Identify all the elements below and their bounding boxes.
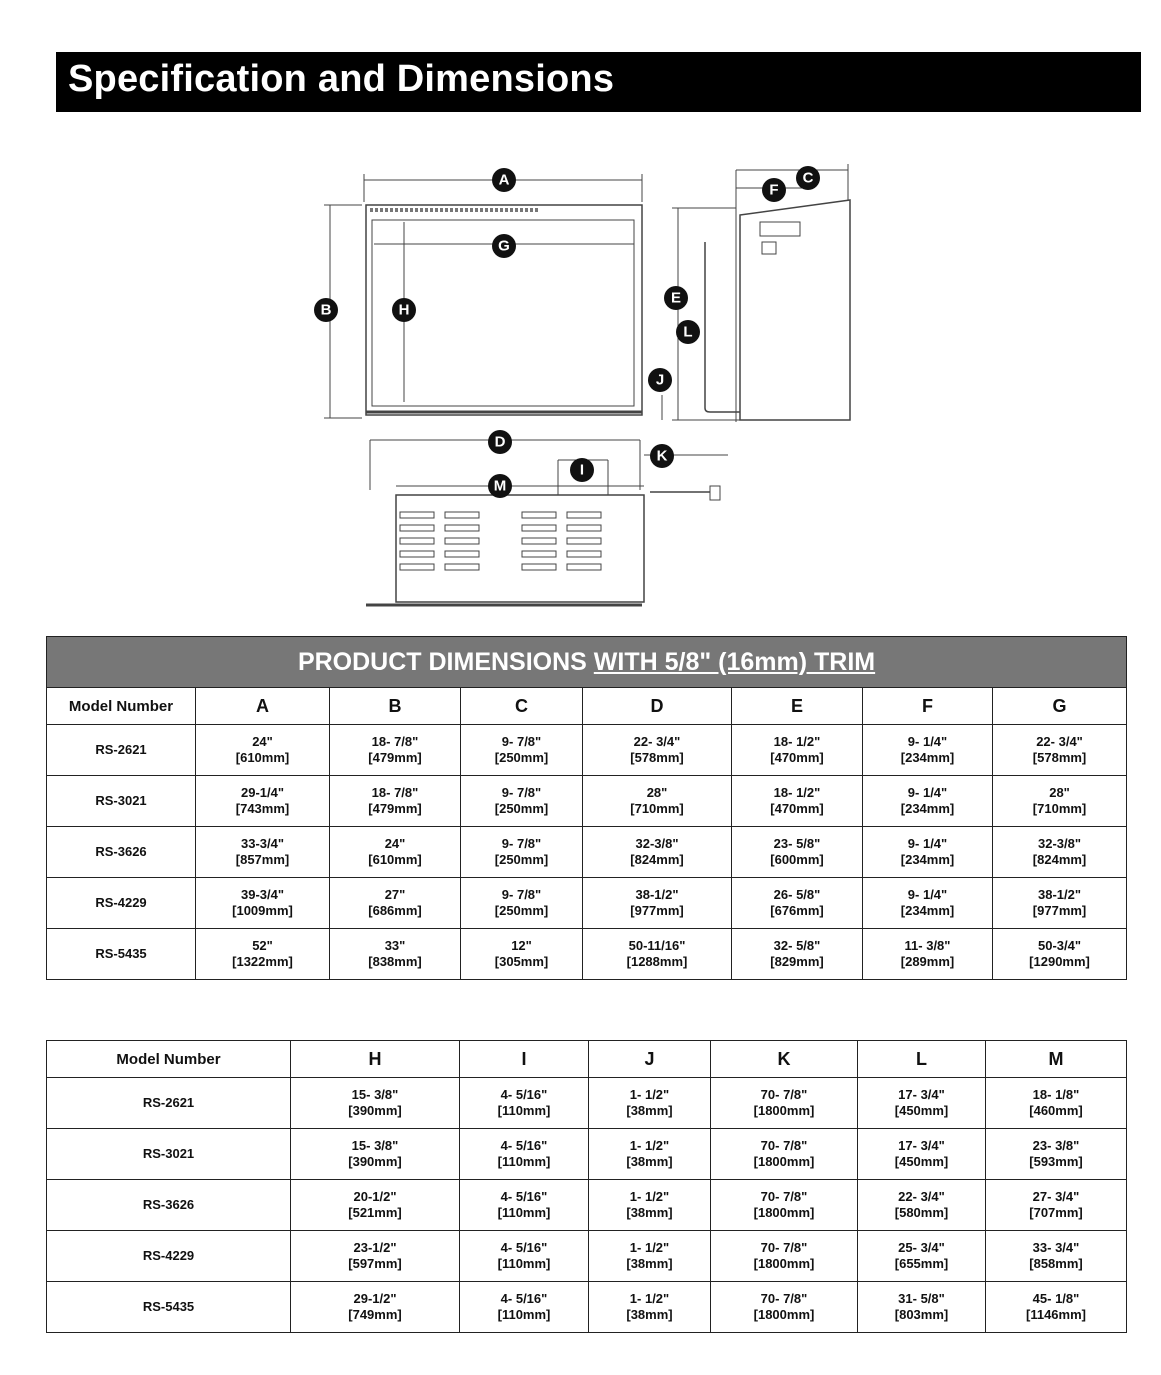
mm-value: [597mm]: [348, 1256, 402, 1271]
column-header-model: Model Number: [47, 1041, 291, 1078]
mm-value: [1009mm]: [232, 903, 293, 918]
mm-value: [460mm]: [1029, 1103, 1083, 1118]
mm-value: [110mm]: [497, 1205, 551, 1220]
mm-value: [610mm]: [235, 750, 290, 765]
inch-value: 22- 3/4": [1036, 734, 1083, 749]
mm-value: [289mm]: [900, 954, 955, 969]
mm-value: [250mm]: [494, 801, 549, 816]
dimension-cell-l: [858, 1129, 986, 1180]
mm-value: [450mm]: [894, 1154, 949, 1169]
mm-value: [305mm]: [494, 954, 549, 969]
table-row: [47, 1231, 1127, 1282]
mm-value: [838mm]: [368, 954, 422, 969]
dimension-cell-f: [863, 878, 993, 929]
inch-value: 70- 7/8": [760, 1189, 808, 1204]
label-l: L: [683, 323, 693, 341]
inch-value: 27": [384, 887, 406, 902]
inch-value: 28": [1049, 785, 1070, 800]
inch-value: 9- 1/4": [907, 785, 948, 800]
mm-value: [710mm]: [630, 801, 684, 816]
mm-value: [655mm]: [894, 1256, 949, 1271]
column-header-l: L: [858, 1041, 986, 1078]
inch-value: 9- 7/8": [501, 836, 542, 851]
mm-value: [858mm]: [1029, 1256, 1083, 1271]
inch-value: 22- 3/4": [898, 1189, 945, 1204]
table-header-row: [47, 688, 1127, 725]
mm-value: [38mm]: [626, 1154, 673, 1169]
inch-value: 23-1/2": [353, 1240, 397, 1255]
dimension-cell-b: [330, 929, 461, 980]
mm-value: [578mm]: [1032, 750, 1087, 765]
inch-value: 45- 1/8": [1032, 1291, 1080, 1306]
mm-value: [38mm]: [626, 1256, 673, 1271]
dimension-cell-i: [460, 1282, 589, 1333]
mm-value: [521mm]: [348, 1205, 402, 1220]
banner-trim-text: WITH 5/8" (16mm) TRIM: [593, 647, 876, 676]
label-h: H: [398, 301, 410, 319]
dimension-cell-k: [711, 1282, 858, 1333]
inch-value: 22- 3/4": [633, 734, 681, 749]
dimension-cell-j: [589, 1282, 711, 1333]
dimension-cell-d: [583, 827, 732, 878]
mm-value: [450mm]: [894, 1103, 949, 1118]
mm-value: [110mm]: [497, 1103, 551, 1118]
label-a: A: [498, 171, 510, 189]
mm-value: [710mm]: [1032, 801, 1087, 816]
mm-value: [857mm]: [235, 852, 290, 867]
dimension-cell-l: [858, 1078, 986, 1129]
dimension-cell-b: [330, 776, 461, 827]
dimension-cell-c: [461, 878, 583, 929]
fireplace-drawing: [300, 150, 870, 620]
inch-value: 26- 5/8": [773, 887, 821, 902]
mm-value: [824mm]: [1032, 852, 1087, 867]
inch-value: 32-3/8": [635, 836, 679, 851]
table-header-row: [47, 1041, 1127, 1078]
mm-value: [110mm]: [497, 1154, 551, 1169]
dimension-cell-b: [330, 725, 461, 776]
mm-value: [600mm]: [770, 852, 824, 867]
column-header-i: I: [460, 1041, 589, 1078]
model-number-cell: RS-5435: [47, 1282, 291, 1333]
dimension-diagram: [300, 150, 870, 620]
table-row: [47, 1180, 1127, 1231]
inch-value: 4- 5/16": [500, 1189, 548, 1204]
dimension-cell-l: [858, 1180, 986, 1231]
inch-value: 70- 7/8": [760, 1087, 808, 1102]
dimension-cell-b: [330, 878, 461, 929]
dimension-cell-l: [858, 1231, 986, 1282]
label-f: F: [769, 181, 779, 199]
dimensions-table-a-g: [46, 636, 1127, 980]
inch-value: 18- 7/8": [371, 785, 419, 800]
label-j: J: [655, 371, 665, 389]
inch-value: 1- 1/2": [629, 1240, 670, 1255]
mm-value: [390mm]: [348, 1103, 402, 1118]
table-row: [47, 827, 1127, 878]
inch-value: 29-1/2": [353, 1291, 397, 1306]
table-row: [47, 725, 1127, 776]
mm-value: [479mm]: [368, 801, 422, 816]
inch-value: 9- 1/4": [907, 734, 948, 749]
dimension-cell-m: [986, 1231, 1127, 1282]
dimension-cell-f: [863, 725, 993, 776]
page-title: Specification and Dimensions: [68, 58, 615, 100]
inch-value: 15- 3/8": [351, 1138, 399, 1153]
dimension-cell-h: [291, 1078, 460, 1129]
dimension-cell-h: [291, 1282, 460, 1333]
mm-value: [610mm]: [368, 852, 422, 867]
dimension-cell-a: [196, 929, 330, 980]
dimension-cell-m: [986, 1078, 1127, 1129]
mm-value: [38mm]: [626, 1103, 673, 1118]
column-header-h: H: [291, 1041, 460, 1078]
mm-value: [977mm]: [1032, 903, 1087, 918]
mm-value: [1800mm]: [753, 1205, 815, 1220]
inch-value: 24": [384, 836, 406, 851]
dimension-cell-k: [711, 1231, 858, 1282]
label-i: I: [579, 461, 585, 479]
table-row: [47, 878, 1127, 929]
dimension-cell-a: [196, 878, 330, 929]
mm-value: [743mm]: [235, 801, 290, 816]
mm-value: [686mm]: [368, 903, 422, 918]
label-e: E: [670, 289, 682, 307]
inch-value: 1- 1/2": [629, 1087, 670, 1102]
dimension-cell-g: [993, 725, 1127, 776]
dimension-cell-f: [863, 776, 993, 827]
inch-value: 18- 1/8": [1032, 1087, 1080, 1102]
inch-value: 38-1/2": [1038, 887, 1082, 902]
dimension-cell-c: [461, 725, 583, 776]
inch-value: 1- 1/2": [629, 1189, 670, 1204]
dimension-cell-a: [196, 827, 330, 878]
inch-value: 12": [511, 938, 532, 953]
mm-value: [1800mm]: [753, 1154, 815, 1169]
inch-value: 15- 3/8": [351, 1087, 399, 1102]
column-header-a: A: [196, 688, 330, 725]
inch-value: 17- 3/4": [898, 1138, 945, 1153]
inch-value: 70- 7/8": [760, 1138, 808, 1153]
dimension-cell-m: [986, 1180, 1127, 1231]
inch-value: 18- 7/8": [371, 734, 419, 749]
mm-value: [593mm]: [1029, 1154, 1083, 1169]
inch-value: 25- 3/4": [898, 1240, 945, 1255]
inch-value: 38-1/2": [635, 887, 679, 902]
model-number-cell: RS-2621: [47, 725, 196, 776]
dimension-cell-k: [711, 1129, 858, 1180]
dimension-cell-l: [858, 1282, 986, 1333]
inch-value: 32-3/8": [1038, 836, 1082, 851]
dimension-cell-f: [863, 929, 993, 980]
column-header-j: J: [589, 1041, 711, 1078]
mm-value: [676mm]: [770, 903, 824, 918]
column-header-k: K: [711, 1041, 858, 1078]
inch-value: 70- 7/8": [760, 1291, 808, 1306]
label-g: G: [498, 237, 510, 255]
model-number-cell: RS-3626: [47, 827, 196, 878]
title-bar: [56, 52, 1141, 112]
inch-value: 23- 5/8": [773, 836, 821, 851]
mm-value: [234mm]: [900, 852, 955, 867]
inch-value: 1- 1/2": [629, 1138, 670, 1153]
mm-value: [250mm]: [494, 750, 549, 765]
mm-value: [479mm]: [368, 750, 422, 765]
inch-value: 50-3/4": [1038, 938, 1082, 953]
dimension-labels: [314, 166, 820, 498]
inch-value: 4- 5/16": [500, 1291, 548, 1306]
dimension-cell-j: [589, 1180, 711, 1231]
label-k: K: [656, 447, 668, 465]
inch-value: 4- 5/16": [500, 1138, 548, 1153]
inch-value: 32- 5/8": [773, 938, 821, 953]
banner-text: PRODUCT DIMENSIONS: [297, 647, 594, 676]
dimension-cell-m: [986, 1129, 1127, 1180]
dimension-cell-e: [732, 878, 863, 929]
mm-value: [707mm]: [1029, 1205, 1083, 1220]
side-body: [740, 200, 850, 420]
model-number-cell: RS-4229: [47, 878, 196, 929]
column-header-c: C: [461, 688, 583, 725]
mm-value: [250mm]: [494, 852, 549, 867]
table-banner-row: [47, 637, 1127, 688]
dimension-cell-k: [711, 1180, 858, 1231]
column-header-g: G: [993, 688, 1127, 725]
inch-value: 18- 1/2": [773, 785, 821, 800]
mm-value: [749mm]: [348, 1307, 402, 1322]
inch-value: 9- 7/8": [501, 785, 542, 800]
inch-value: 9- 1/4": [907, 836, 948, 851]
inch-value: 4- 5/16": [500, 1087, 548, 1102]
inch-value: 9- 7/8": [501, 734, 542, 749]
model-number-cell: RS-5435: [47, 929, 196, 980]
mm-value: [580mm]: [894, 1205, 949, 1220]
model-number-cell: RS-4229: [47, 1231, 291, 1282]
inch-value: 52": [252, 938, 273, 953]
inch-value: 23- 3/8": [1032, 1138, 1080, 1153]
inch-value: 33- 3/4": [1032, 1240, 1080, 1255]
dimension-cell-e: [732, 725, 863, 776]
inch-value: 9- 1/4": [907, 887, 948, 902]
inch-value: 39-3/4": [240, 887, 285, 902]
label-c: C: [802, 169, 814, 187]
label-m: M: [493, 477, 507, 495]
inch-value: 31- 5/8": [898, 1291, 945, 1306]
mm-value: [1288mm]: [626, 954, 688, 969]
mm-value: [803mm]: [894, 1307, 949, 1322]
mm-value: [1800mm]: [753, 1307, 815, 1322]
inch-value: 4- 5/16": [500, 1240, 548, 1255]
inch-value: 11- 3/8": [904, 938, 951, 953]
mm-value: [1800mm]: [753, 1103, 815, 1118]
dimension-cell-c: [461, 776, 583, 827]
inch-value: 9- 7/8": [501, 887, 542, 902]
inch-value: 33-3/4": [240, 836, 285, 851]
dimension-cell-j: [589, 1129, 711, 1180]
dimension-cell-c: [461, 827, 583, 878]
mm-value: [38mm]: [626, 1307, 673, 1322]
inch-value: 28": [646, 785, 668, 800]
dimension-cell-h: [291, 1129, 460, 1180]
dimension-cell-d: [583, 776, 732, 827]
mm-value: [578mm]: [630, 750, 684, 765]
table-row: [47, 1129, 1127, 1180]
mm-value: [234mm]: [900, 801, 955, 816]
mm-value: [977mm]: [630, 903, 684, 918]
mm-value: [470mm]: [770, 750, 824, 765]
inch-value: 27- 3/4": [1032, 1189, 1080, 1204]
dimension-cell-d: [583, 929, 732, 980]
inch-value: 20-1/2": [353, 1189, 397, 1204]
column-header-d: D: [583, 688, 732, 725]
label-b: B: [320, 301, 332, 319]
dimension-cell-h: [291, 1180, 460, 1231]
mm-value: [470mm]: [770, 801, 824, 816]
table-row: [47, 1282, 1127, 1333]
inch-value: 50-11/16": [628, 938, 686, 953]
dimensions-table-h-m: [46, 1040, 1127, 1333]
dimension-cell-k: [711, 1078, 858, 1129]
dimension-cell-i: [460, 1129, 589, 1180]
inch-value: 24": [252, 734, 273, 749]
mm-value: [1146mm]: [1026, 1307, 1086, 1322]
table-row: [47, 776, 1127, 827]
mm-value: [829mm]: [770, 954, 824, 969]
dimension-cell-c: [461, 929, 583, 980]
mm-value: [390mm]: [348, 1154, 402, 1169]
column-header-m: M: [986, 1041, 1127, 1078]
dimension-cell-g: [993, 827, 1127, 878]
column-header-model: Model Number: [47, 688, 196, 725]
inch-value: 1- 1/2": [629, 1291, 670, 1306]
dimension-cell-i: [460, 1180, 589, 1231]
mm-value: [110mm]: [497, 1307, 551, 1322]
dimension-cell-a: [196, 776, 330, 827]
dimension-cell-e: [732, 827, 863, 878]
dimension-cell-a: [196, 725, 330, 776]
column-header-b: B: [330, 688, 461, 725]
dimension-cell-j: [589, 1231, 711, 1282]
model-number-cell: RS-3021: [47, 776, 196, 827]
mm-value: [1322mm]: [232, 954, 293, 969]
column-header-e: E: [732, 688, 863, 725]
model-number-cell: RS-3021: [47, 1129, 291, 1180]
inch-value: 70- 7/8": [760, 1240, 808, 1255]
column-header-f: F: [863, 688, 993, 725]
model-number-cell: RS-3626: [47, 1180, 291, 1231]
mm-value: [38mm]: [626, 1205, 673, 1220]
inch-value: 18- 1/2": [773, 734, 821, 749]
dimension-cell-g: [993, 776, 1127, 827]
mm-value: [1800mm]: [753, 1256, 815, 1271]
top-body: [396, 495, 644, 602]
model-number-cell: RS-2621: [47, 1078, 291, 1129]
dimension-cell-i: [460, 1078, 589, 1129]
inch-value: 29-1/4": [240, 785, 285, 800]
mm-value: [1290mm]: [1029, 954, 1090, 969]
mm-value: [110mm]: [497, 1256, 551, 1271]
dimension-cell-m: [986, 1282, 1127, 1333]
dimension-cell-h: [291, 1231, 460, 1282]
dimension-cell-d: [583, 725, 732, 776]
inch-value: 33": [384, 938, 406, 953]
mm-value: [234mm]: [900, 903, 955, 918]
table-row: [47, 1078, 1127, 1129]
dimension-cell-d: [583, 878, 732, 929]
dimension-cell-e: [732, 929, 863, 980]
dimension-cell-g: [993, 878, 1127, 929]
mm-value: [824mm]: [630, 852, 684, 867]
label-d: D: [494, 433, 506, 451]
dimension-cell-e: [732, 776, 863, 827]
mm-value: [250mm]: [494, 903, 549, 918]
dimension-cell-g: [993, 929, 1127, 980]
inch-value: 17- 3/4": [898, 1087, 945, 1102]
dimension-cell-j: [589, 1078, 711, 1129]
dimension-cell-i: [460, 1231, 589, 1282]
table-banner: [47, 637, 1127, 688]
dimension-cell-f: [863, 827, 993, 878]
table-row: [47, 929, 1127, 980]
mm-value: [234mm]: [900, 750, 955, 765]
dimension-cell-b: [330, 827, 461, 878]
